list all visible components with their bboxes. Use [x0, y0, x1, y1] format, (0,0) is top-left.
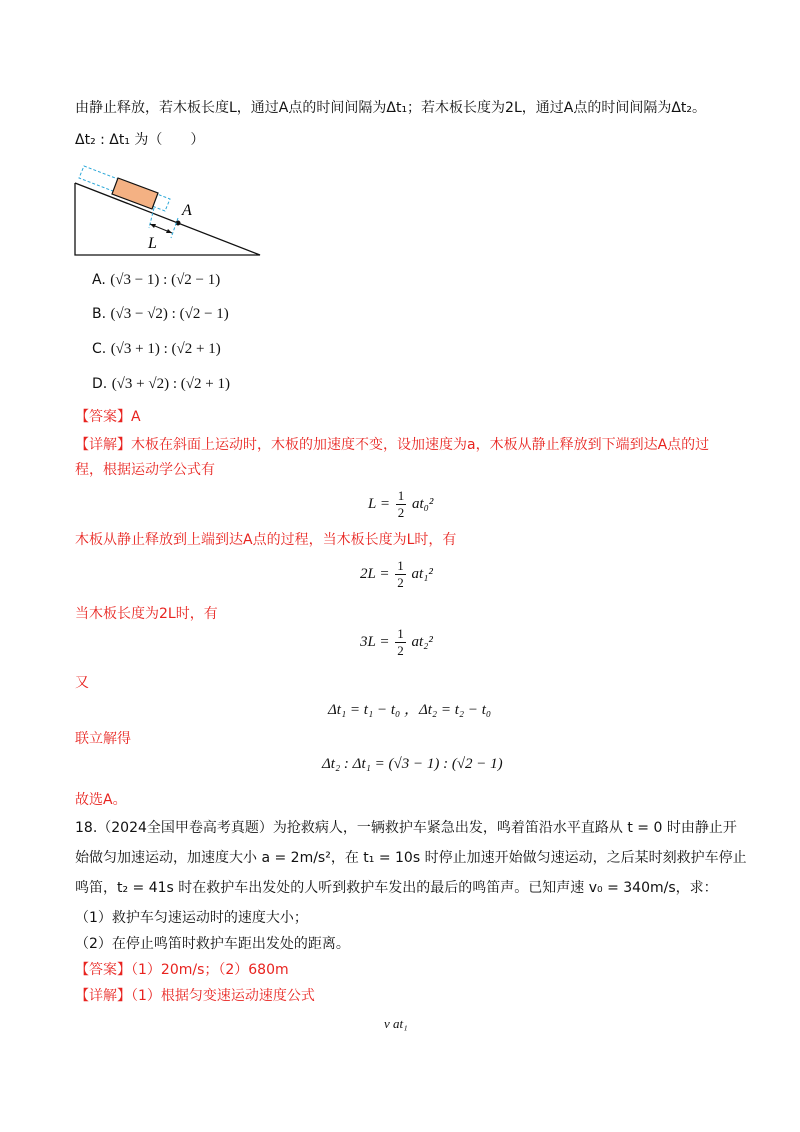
- option-c[interactable]: C. (√3 + 1) : (√2 + 1): [92, 341, 221, 357]
- q17-stem-line2: Δt₂ : Δt₁ 为（ ）: [75, 132, 205, 148]
- block-shape: [112, 178, 158, 209]
- q18-detail: 【详解】（1）根据匀变速运动速度公式: [75, 988, 315, 1004]
- q17-line3: 木板从静止释放到上端到达A点的过程，当木板长度为L时，有: [75, 532, 457, 548]
- q17-detail-line2: 程，根据运动学公式有: [75, 462, 215, 478]
- option-a[interactable]: A. (√3 − 1) : (√2 − 1): [92, 272, 221, 288]
- equation-1: L = $\frac{1}{2}$ at₀²: [368, 488, 434, 520]
- q18-line3: 鸣笛，t₂ = 41s 时在救护车出发处的人听到救护车发出的最后的鸣笛声。已知声速 v₀ = 340m/s，求：: [75, 880, 718, 896]
- q18-sub1: （1）救护车匀速运动时的速度大小；: [75, 910, 308, 926]
- point-a-label: A: [182, 202, 192, 219]
- option-d[interactable]: D. (√3 + √2) : (√2 + 1): [92, 376, 230, 392]
- q18-line1: 18.（2024全国甲卷高考真题）为抢救病人，一辆救护车紧急出发，鸣着笛沿水平直路从 t = 0 时由静止开: [75, 820, 737, 836]
- q17-line5: 又: [75, 675, 89, 691]
- q17-line6: 联立解得: [75, 731, 131, 747]
- equation-4: Δt₁ = t₁ − t₀ ，Δt₂ = t₂ − t₀: [328, 702, 492, 718]
- equation-5: Δt₂ : Δt₁ = (√3 − 1) : (√2 − 1): [322, 756, 503, 772]
- incline-figure: [70, 160, 270, 260]
- equation-2: 2L = $\frac{1}{2}$ at₁²: [360, 558, 433, 590]
- q17-line4: 当木板长度为2L时，有: [75, 606, 218, 622]
- q17-conclusion: 故选A。: [75, 792, 127, 808]
- q17-answer: 【答案】A: [75, 409, 141, 425]
- equation-3: 3L = $\frac{1}{2}$ at₂²: [360, 626, 433, 658]
- q17-detail-line1: 【详解】木板在斜面上运动时，木板的加速度不变，设加速度为a，木板从静止释放到下端到达A点的过: [75, 437, 710, 453]
- q17-stem-line1: 由静止释放，若木板长度L，通过A点的时间间隔为Δt₁；若木板长度为2L，通过A点的时间间隔为Δt₂。: [75, 100, 707, 116]
- option-b[interactable]: B. (√3 − √2) : (√2 − 1): [92, 306, 229, 322]
- q18-answer: 【答案】（1）20m/s；（2）680m: [75, 962, 289, 978]
- q18-sub2: （2）在停止鸣笛时救护车距出发处的距离。: [75, 936, 350, 952]
- q18-equation-partial: v at₁: [384, 1016, 408, 1031]
- length-label: L: [148, 235, 157, 252]
- q18-line2: 始做匀加速运动，加速度大小 a = 2m/s²，在 t₁ = 10s 时停止加速开始做匀速运动，之后某时刻救护车停止: [75, 850, 747, 866]
